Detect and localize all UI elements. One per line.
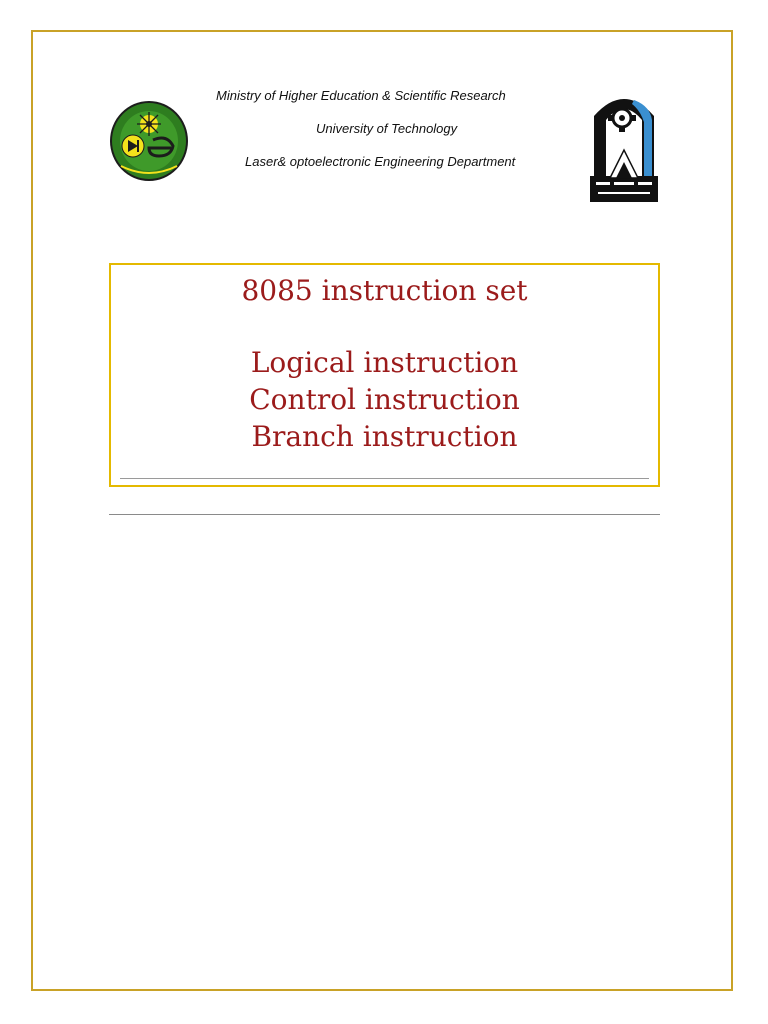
department-line: Laser& optoelectronic Engineering Department — [245, 154, 516, 169]
title-box — [109, 263, 660, 487]
section-divider — [109, 514, 660, 515]
topic-control: Control instruction — [249, 383, 520, 416]
topic-logical: Logical instruction — [250, 346, 519, 379]
university-line: University of Technology — [316, 121, 458, 136]
ministry-line: Ministry of Higher Education & Scientific Research — [216, 88, 506, 103]
department-emblem-icon — [109, 100, 189, 182]
document-title: 8085 instruction set — [241, 274, 528, 307]
topic-branch: Branch instruction — [251, 420, 518, 453]
university-emblem-icon — [588, 86, 660, 204]
title-divider — [120, 478, 649, 479]
